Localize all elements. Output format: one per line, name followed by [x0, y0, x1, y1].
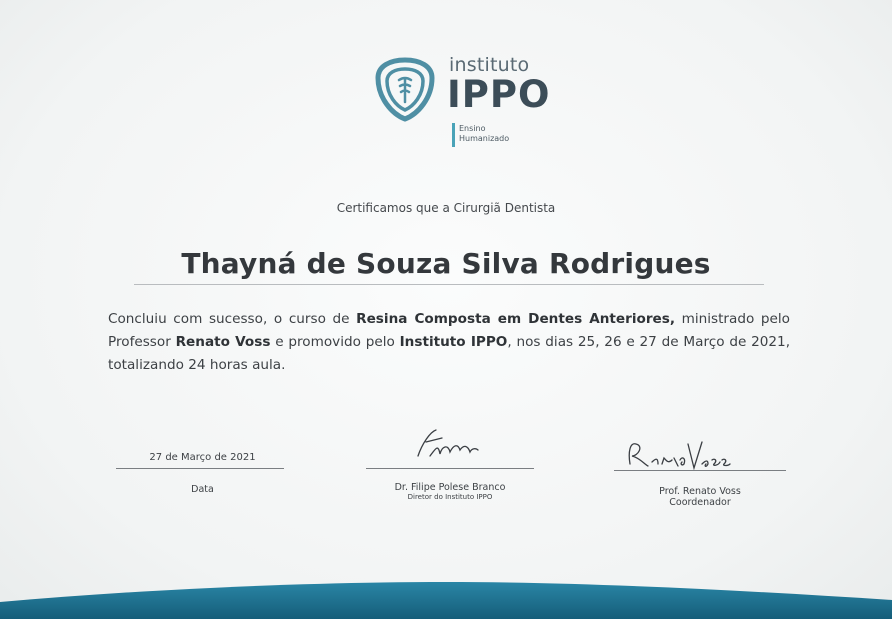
logo-ippo-text: IPPO: [447, 73, 551, 116]
tooth-shield-icon: [372, 56, 438, 122]
logo-accent-bar: [452, 123, 455, 147]
body-text-4: , nos dias 25, 26 e 27 de Março de 2021, totalizando 24 horas aula.: [108, 334, 791, 373]
coordinator-signature-icon: [622, 436, 734, 474]
body-text-2: ministrado pelo Professor: [108, 311, 790, 350]
director-name: Dr. Filipe Polese Branco: [394, 482, 506, 493]
director-signature-icon: [408, 424, 484, 466]
recipient-name: Thayná de Souza Silva Rodrigues: [181, 247, 711, 280]
coordinator-signature-line: [614, 470, 786, 471]
date-caption-block: [120, 484, 285, 495]
recipient-underline: [134, 284, 764, 285]
logo-tagline: [459, 124, 509, 144]
director-title: Diretor do Instituto IPPO: [407, 493, 493, 501]
coordinator-block: [616, 486, 784, 508]
body-text-1: Concluiu com sucesso, o curso de: [108, 311, 357, 327]
logo-tagline-line-2: Humanizado: [459, 134, 510, 143]
body-text-3: e promovido pelo: [270, 334, 400, 350]
director-block: [366, 482, 534, 501]
footer-wave: [0, 560, 892, 619]
date-line: [116, 468, 284, 469]
certificate-body: [108, 308, 790, 377]
course-name: Resina Composta em Dentes Anteriores,: [356, 311, 675, 327]
date-label: Data: [191, 484, 214, 495]
professor-name: Renato Voss: [175, 334, 271, 350]
coordinator-title: Coordenador: [669, 497, 731, 508]
institute-logo: [372, 52, 551, 152]
logo-tagline-line-1: Ensino: [459, 124, 486, 133]
date-block: [120, 452, 285, 463]
date-value: 27 de Março de 2021: [149, 452, 256, 463]
logo-instituto-text: instituto: [449, 54, 530, 76]
certificate-intro: Certificamos que a Cirurgiã Dentista: [336, 201, 556, 215]
coordinator-name: Prof. Renato Voss: [659, 486, 741, 497]
institute-name: Instituto IPPO: [399, 334, 508, 350]
director-signature-line: [366, 468, 534, 469]
